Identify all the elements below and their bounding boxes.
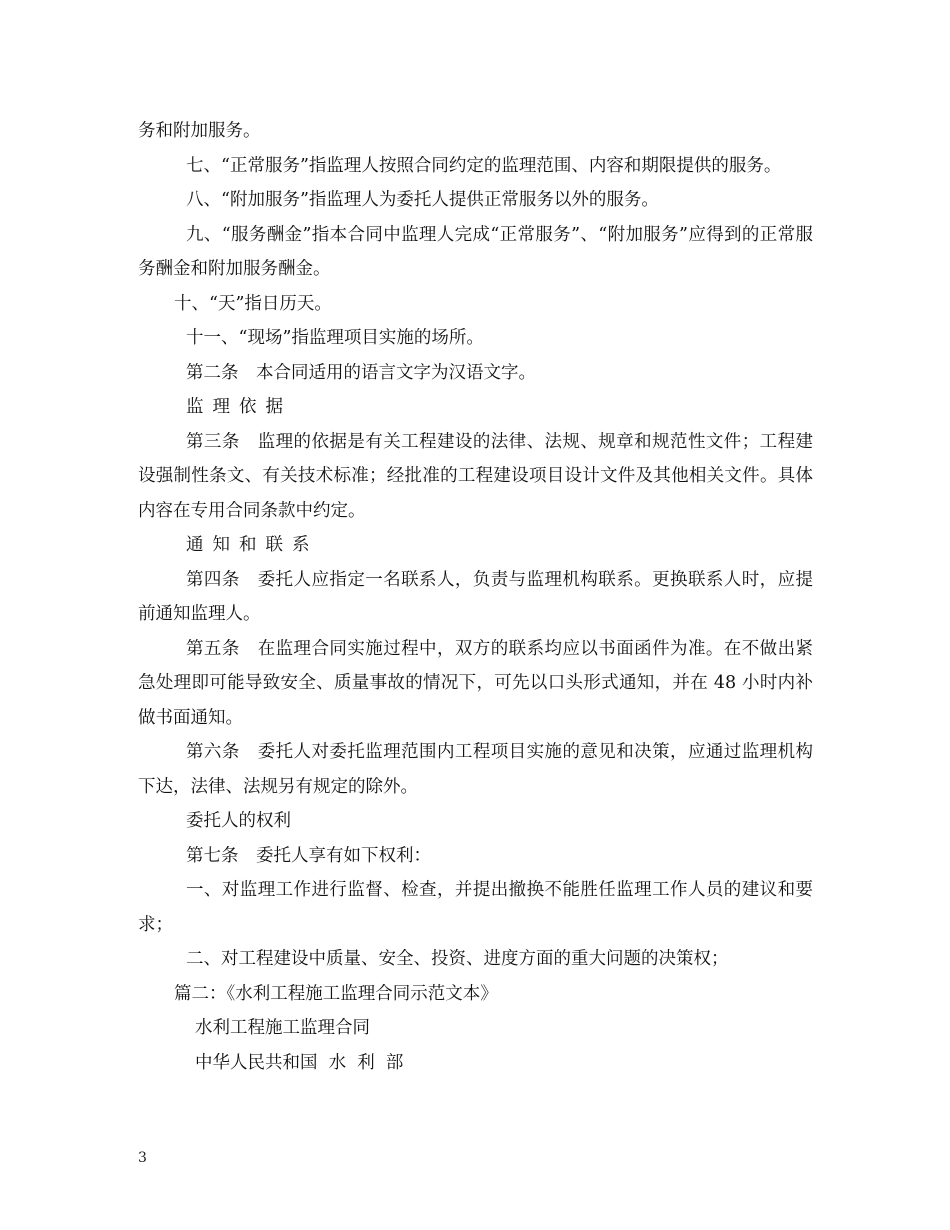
section-heading-basis: 监理依据 [186, 397, 292, 417]
paragraph-article-3: 第三条 监理的依据是有关工程建设的法律、法规、规章和规范性文件；工程建设强制性条文、有关技术标准；经批准的工程建设项目设计文件及其他相关文件。具体内容在专用合同条款中约定。 [138, 431, 813, 521]
paragraph-right-2: 二、对工程建设中质量、安全、投资、进度方面的重大问题的决策权； [186, 949, 729, 969]
paragraph-article-6: 第六条 委托人对委托监理范围内工程项目实施的意见和决策，应通过监理机构下达，法律、法规另有规定的除外。 [138, 742, 813, 797]
paragraph-continuation: 务和附加服务。 [138, 121, 261, 141]
issuing-authority: 中华人民共和国 水 利 部 [195, 1052, 404, 1073]
paragraph-article-2: 第二条 本合同适用的语言文字为汉语文字。 [186, 362, 536, 383]
section-heading-client-rights: 委托人的权利 [186, 811, 291, 831]
section-heading-notice: 通知和联系 [186, 535, 319, 555]
paragraph-item-9: 九、“服务酬金”指本合同中监理人完成“正常服务”、“附加服务”应得到的正常服务酬金和附加服务酬金。 [138, 224, 813, 279]
paragraph-article-5: 第五条 在监理合同实施过程中，双方的联系均应以书面函件为准。在不做出紧急处理即可能导致安全、质量事故的情况下，可先以口头形式通知，并在 48 小时内补做书面通知。 [138, 638, 813, 728]
page-number: 3 [138, 1150, 147, 1166]
paragraph-right-1: 一、对监理工作进行监督、检查，并提出撤换不能胜任监理工作人员的建议和要求； [138, 880, 813, 935]
paragraph-item-11: 十一、“现场”指监理项目实施的场所。 [186, 328, 484, 348]
paragraph-article-7: 第七条 委托人享有如下权利： [186, 845, 431, 866]
document-body [138, 114, 813, 1080]
paragraph-item-7: 七、“正常服务”指监理人按照合同约定的监理范围、内容和期限提供的服务。 [186, 155, 782, 176]
contract-title: 水利工程施工监理合同 [195, 1018, 370, 1038]
paragraph-item-8: 八、“附加服务”指监理人为委托人提供正常服务以外的服务。 [186, 190, 659, 210]
paragraph-article-4: 第四条 委托人应指定一名联系人，负责与监理机构联系。更换联系人时，应提前通知监理人。 [138, 569, 813, 624]
paragraph-item-10: 十、“天”指日历天。 [174, 293, 332, 314]
paragraph-part-two-title: 篇二：《水利工程施工监理合同示范文本》 [174, 983, 498, 1004]
